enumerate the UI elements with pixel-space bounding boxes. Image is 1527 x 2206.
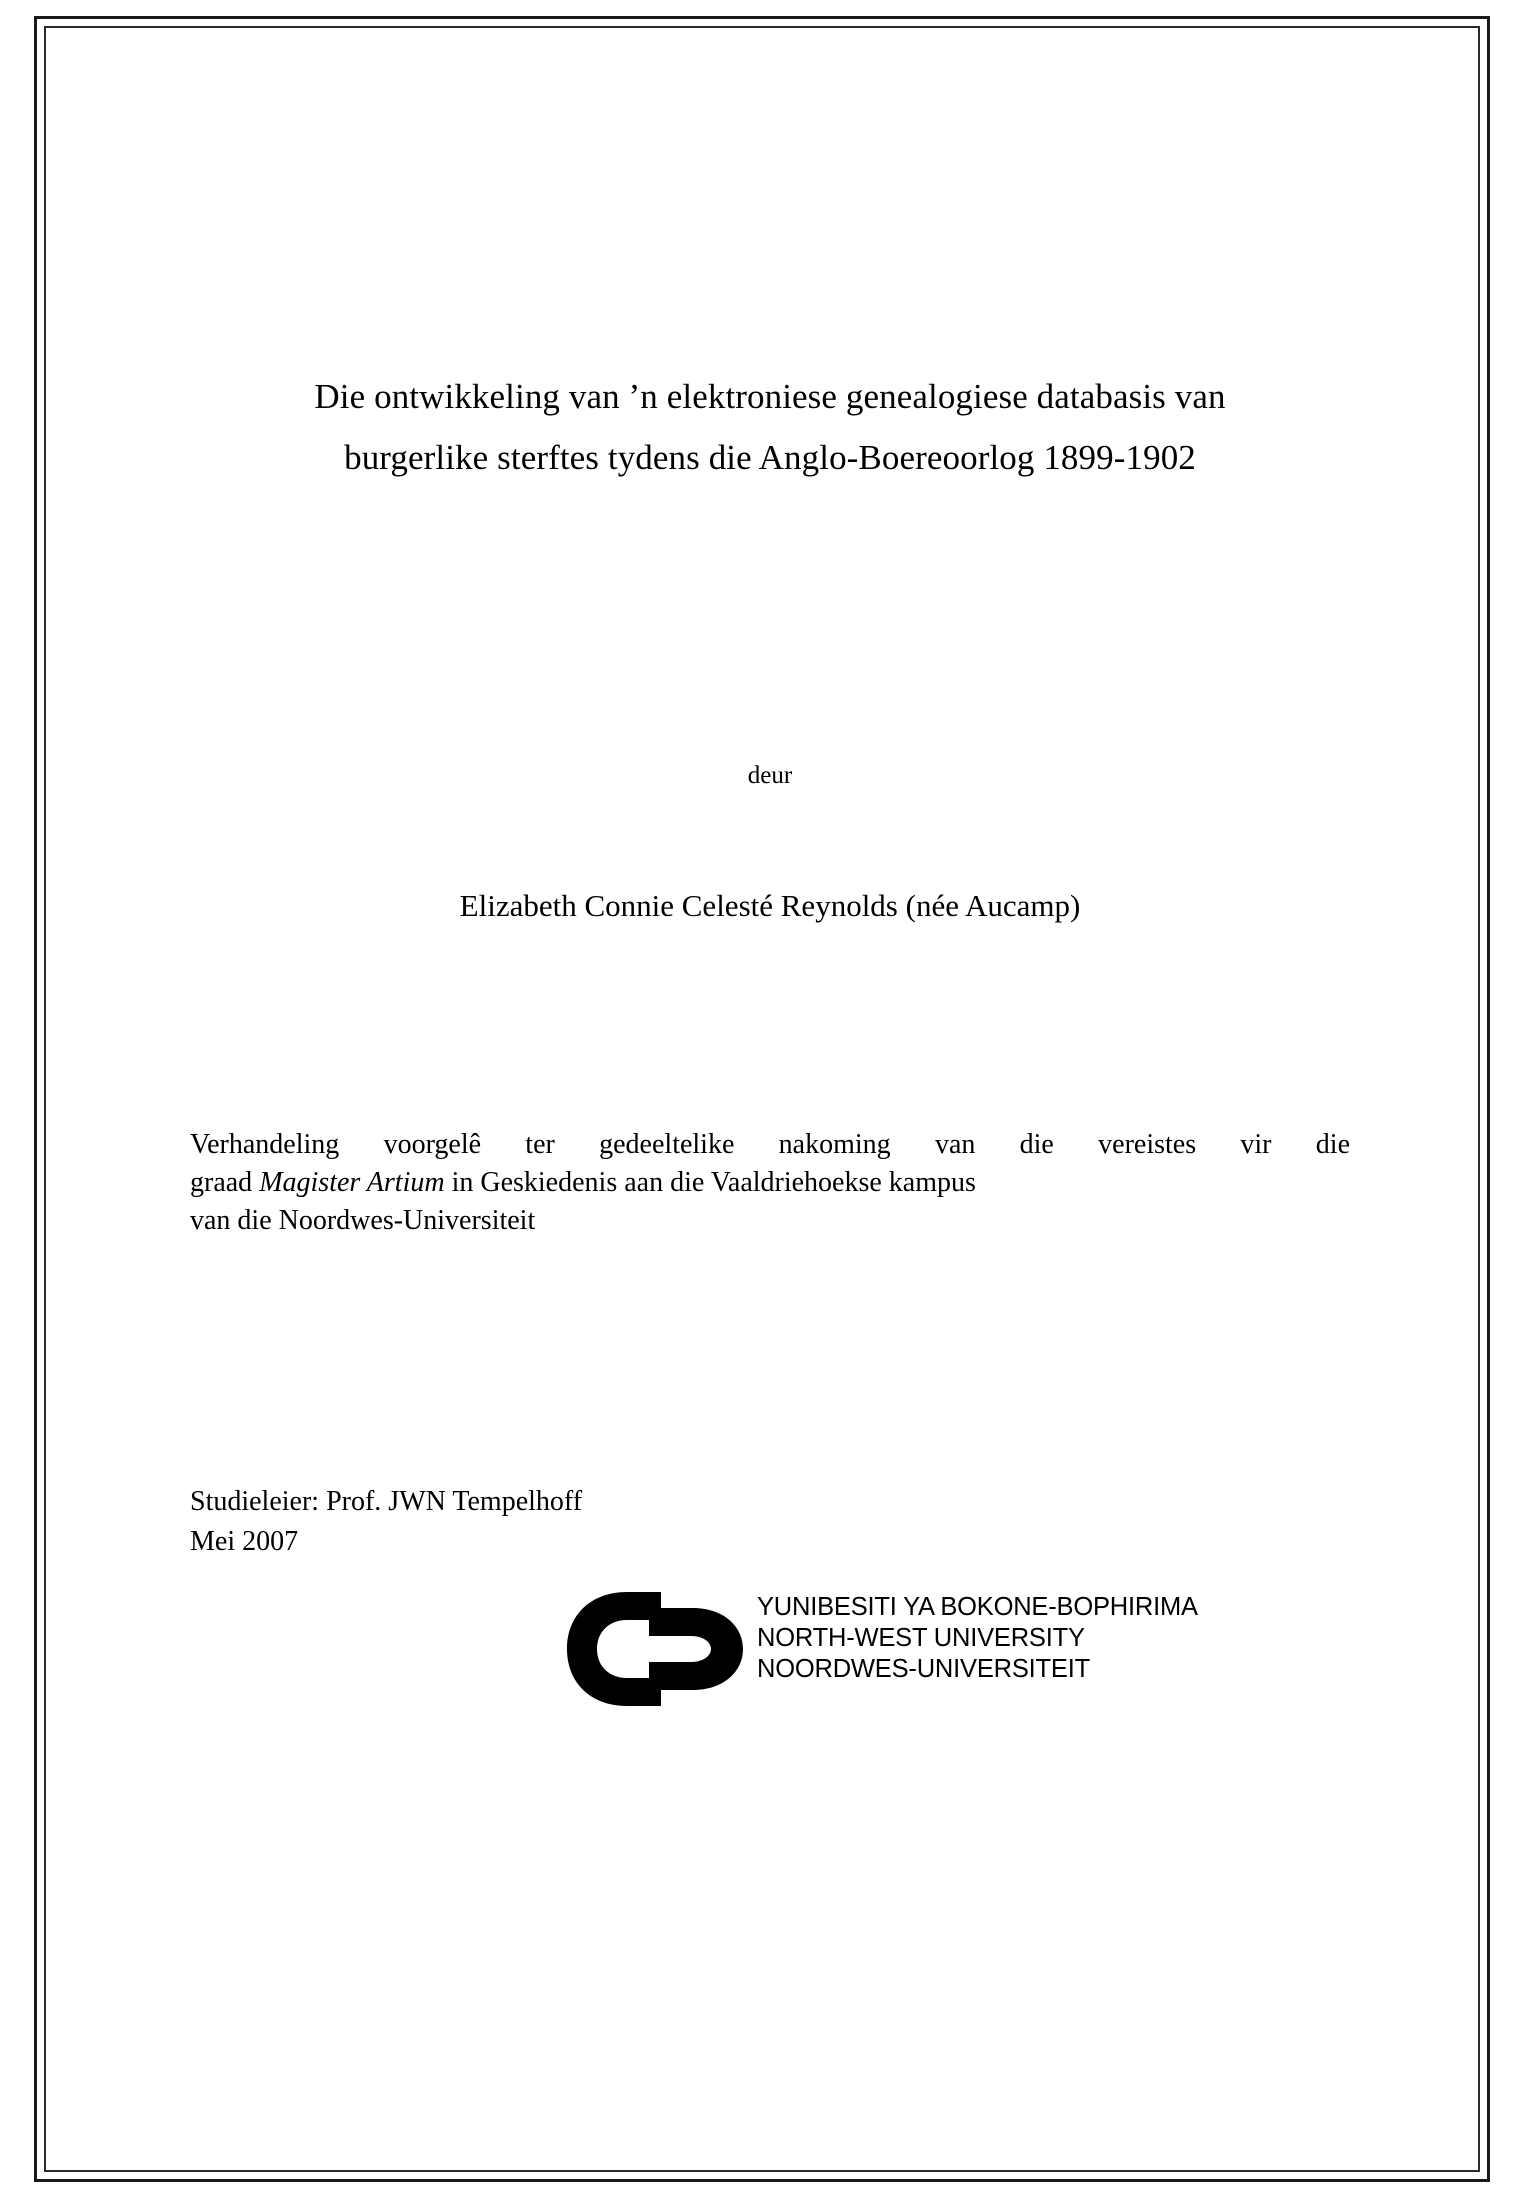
- degree-statement-line-2-pre: graad: [190, 1167, 260, 1199]
- supervisor-and-date: [190, 1482, 1090, 1562]
- degree-statement-line-1: Verhandeling voorgelê ter gedeeltelike nakoming van die vereistes vir die: [190, 1129, 1350, 1160]
- page-title: [180, 366, 1360, 489]
- degree-statement-line-2-post: in Geskiedenis aan die Vaaldriehoekse kampus: [444, 1167, 976, 1199]
- author-name: Elizabeth Connie Celesté Reynolds (née Aucamp): [459, 888, 1081, 923]
- university-logo: [565, 1586, 1285, 1716]
- title-line-1: Die ontwikkeling van ’n elektroniese genealogiese databasis van: [314, 377, 1226, 416]
- supervisor-line: Studieleier: Prof. JWN Tempelhoff: [190, 1486, 583, 1517]
- degree-name-italic: Magister Artium: [259, 1167, 445, 1199]
- degree-statement-line-2: [190, 1164, 1350, 1202]
- logo-text-line-2: NORTH-WEST UNIVERSITY: [757, 1624, 1085, 1653]
- university-logo-text: [757, 1592, 1198, 1685]
- title-page-content: [150, 26, 1380, 2172]
- date-line: Mei 2007: [190, 1525, 299, 1557]
- degree-statement-line-3: van die Noordwes-Universiteit: [190, 1205, 536, 1237]
- by-label: deur: [747, 762, 793, 789]
- degree-statement: [190, 1126, 1350, 1240]
- logo-text-line-1: YUNIBESITI YA BOKONE-BOPHIRIMA: [757, 1593, 1198, 1621]
- logo-text-line-3: NOORDWES-UNIVERSITEIT: [757, 1655, 1090, 1684]
- north-west-university-logo-mark-icon: [565, 1590, 750, 1708]
- title-line-2: burgerlike sterftes tydens die Anglo-Boereoorlog 1899-1902: [344, 438, 1196, 478]
